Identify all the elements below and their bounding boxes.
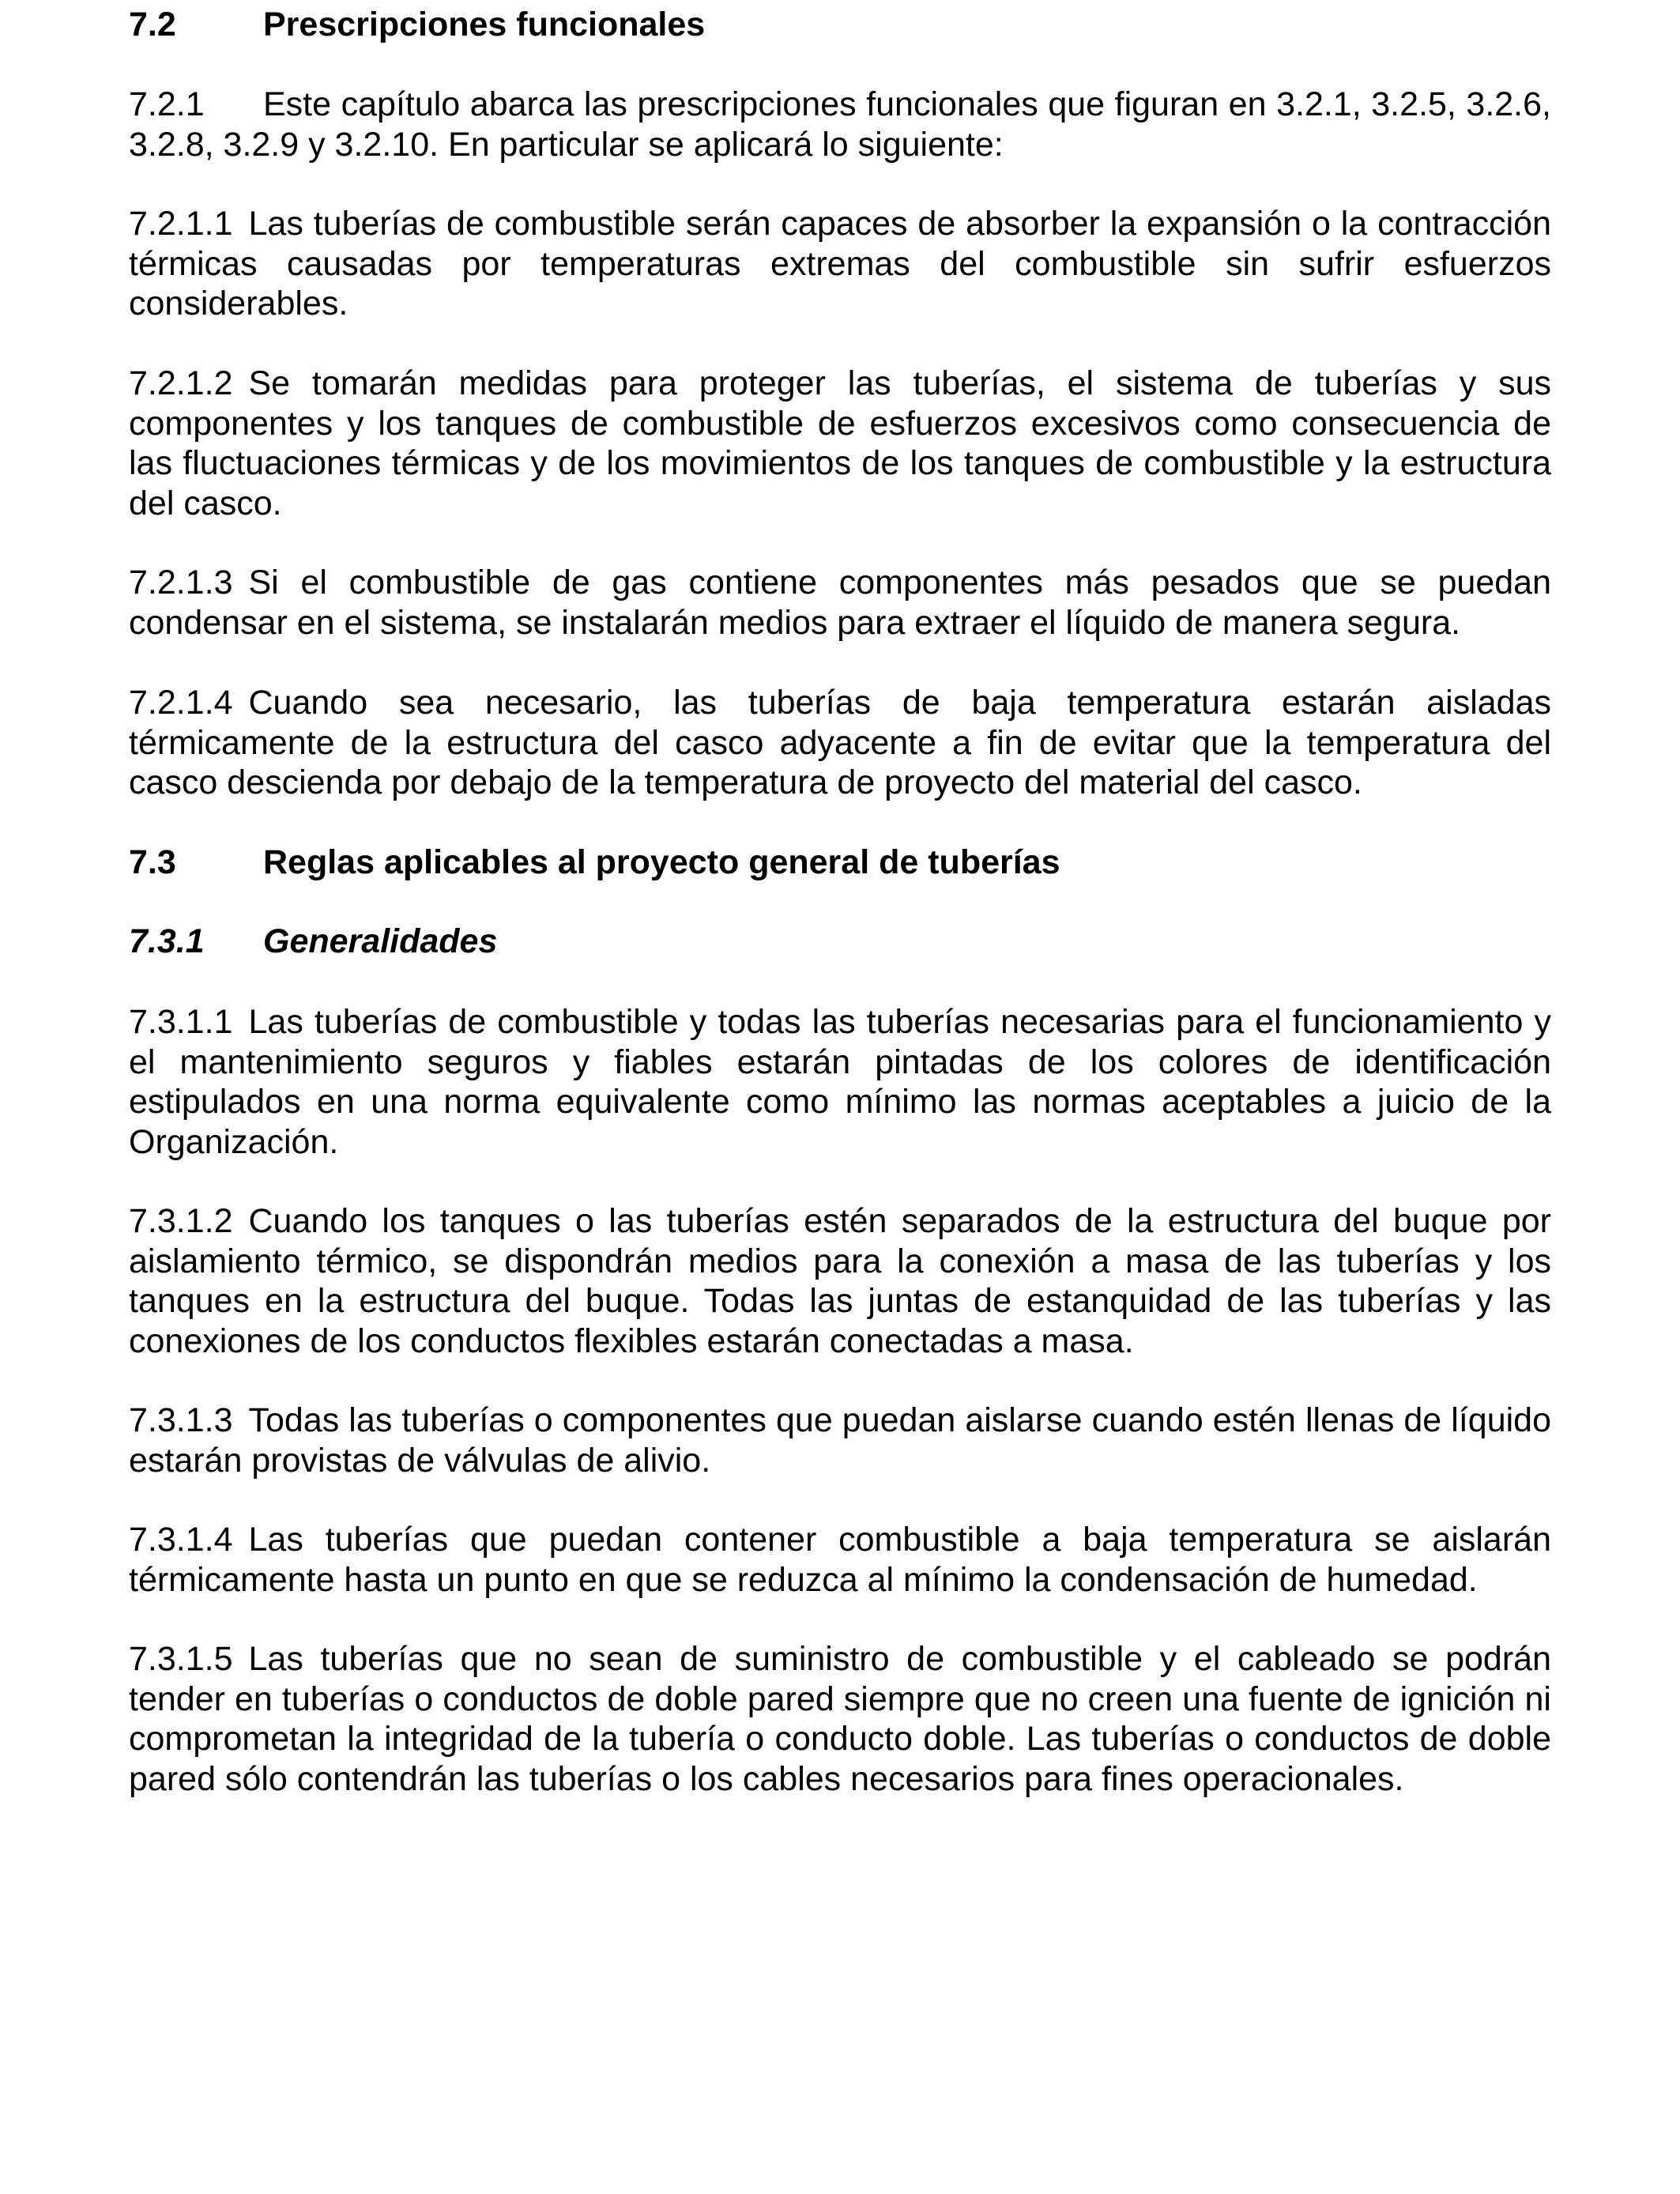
paragraph-text: Las tuberías que no sean de suministro de combustible y el cableado se podrán tender en tuberías o conductos de doble pared siempre que no creen una fuente de ignición ni comprometan la integridad de la tubería o conducto doble. Las tuberías o conductos de doble pared sólo contendrán las tuberías o los cables necesarios para fines operacionales. [129, 1640, 1551, 1798]
paragraph-7-3-1-1 [129, 1002, 1551, 1162]
section-number: 7.3 [129, 843, 176, 881]
section-title: Generalidades [263, 922, 498, 960]
section-title: Reglas aplicables al proyecto general de tuberías [263, 843, 1060, 881]
section-title: Prescripciones funcionales [263, 6, 706, 43]
paragraph-number: 7.3.1.2 [129, 1202, 233, 1240]
paragraph-7-2-1-1 [129, 204, 1551, 324]
paragraph-7-2-1 [129, 85, 1551, 164]
paragraph-text: Este capítulo abarca las prescripciones funcionales que figuran en 3.2.1, 3.2.5, 3.2.6, 3.2.8, 3.2.9 y 3.2.10. En particular se aplicará lo siguiente: [129, 85, 1551, 164]
paragraph-number: 7.2.1.1 [129, 205, 233, 243]
paragraph-text: Cuando sea necesario, las tuberías de baja temperatura estarán aisladas térmicamente de la estructura del casco adyacente a fin de evitar que la temperatura del casco descienda por debajo de la temperatura de proyecto del material del casco. [129, 684, 1551, 801]
paragraph-text: Cuando los tanques o las tuberías estén separados de la estructura del buque por aislamiento térmico, se dispondrán medios para la conexión a masa de las tuberías y los tanques en la estructura del buque. Todas las juntas de estanquidad de las tuberías y las conexiones de los conductos flexibles estarán conectadas a masa. [129, 1202, 1551, 1360]
section-heading-7-3 [129, 843, 1060, 882]
paragraph-7-2-1-3 [129, 563, 1551, 643]
section-heading-7-3-1 [129, 922, 497, 961]
paragraph-7-3-1-3 [129, 1400, 1551, 1480]
paragraph-number: 7.2.1.4 [129, 684, 233, 722]
section-heading-7-2 [129, 5, 705, 44]
paragraph-7-3-1-4 [129, 1520, 1551, 1600]
paragraph-7-3-1-5 [129, 1639, 1551, 1799]
paragraph-text: Si el combustible de gas contiene componentes más pesados que se puedan condensar en el sistema, se instalarán medios para extraer el líquido de manera segura. [129, 564, 1551, 642]
section-number: 7.3.1 [129, 922, 205, 960]
paragraph-number: 7.2.1.3 [129, 564, 233, 601]
paragraph-number: 7.3.1.1 [129, 1003, 233, 1041]
paragraph-number: 7.2.1 [129, 85, 205, 123]
section-number: 7.2 [129, 6, 176, 43]
paragraph-text: Todas las tuberías o componentes que puedan aislarse cuando estén llenas de líquido estarán provistas de válvulas de alivio. [129, 1401, 1551, 1480]
paragraph-text: Las tuberías de combustible y todas las tuberías necesarias para el funcionamiento y el mantenimiento seguros y fiables estarán pintadas de los colores de identificación estipulados en una norma equivalente como mínimo las normas aceptables a juicio de la Organización. [129, 1003, 1551, 1161]
paragraph-number: 7.3.1.4 [129, 1521, 233, 1559]
paragraph-number: 7.3.1.3 [129, 1401, 233, 1439]
paragraph-number: 7.2.1.2 [129, 364, 233, 402]
paragraph-text: Las tuberías que puedan contener combustible a baja temperatura se aislarán térmicamente hasta un punto en que se reduzca al mínimo la condensación de humedad. [129, 1521, 1551, 1599]
paragraph-text: Se tomarán medidas para proteger las tuberías, el sistema de tuberías y sus componentes y los tanques de combustible de esfuerzos excesivos como consecuencia de las fluctuaciones térmicas y de los movimientos de los tanques de combustible y la estructura del casco. [129, 364, 1551, 522]
paragraph-number: 7.3.1.5 [129, 1640, 233, 1678]
paragraph-7-2-1-4 [129, 683, 1551, 803]
paragraph-7-3-1-2 [129, 1201, 1551, 1361]
paragraph-7-2-1-2 [129, 364, 1551, 523]
paragraph-text: Las tuberías de combustible serán capaces de absorber la expansión o la contracción térmicas causadas por temperaturas extremas del combustible sin sufrir esfuerzos considerables. [129, 205, 1551, 322]
